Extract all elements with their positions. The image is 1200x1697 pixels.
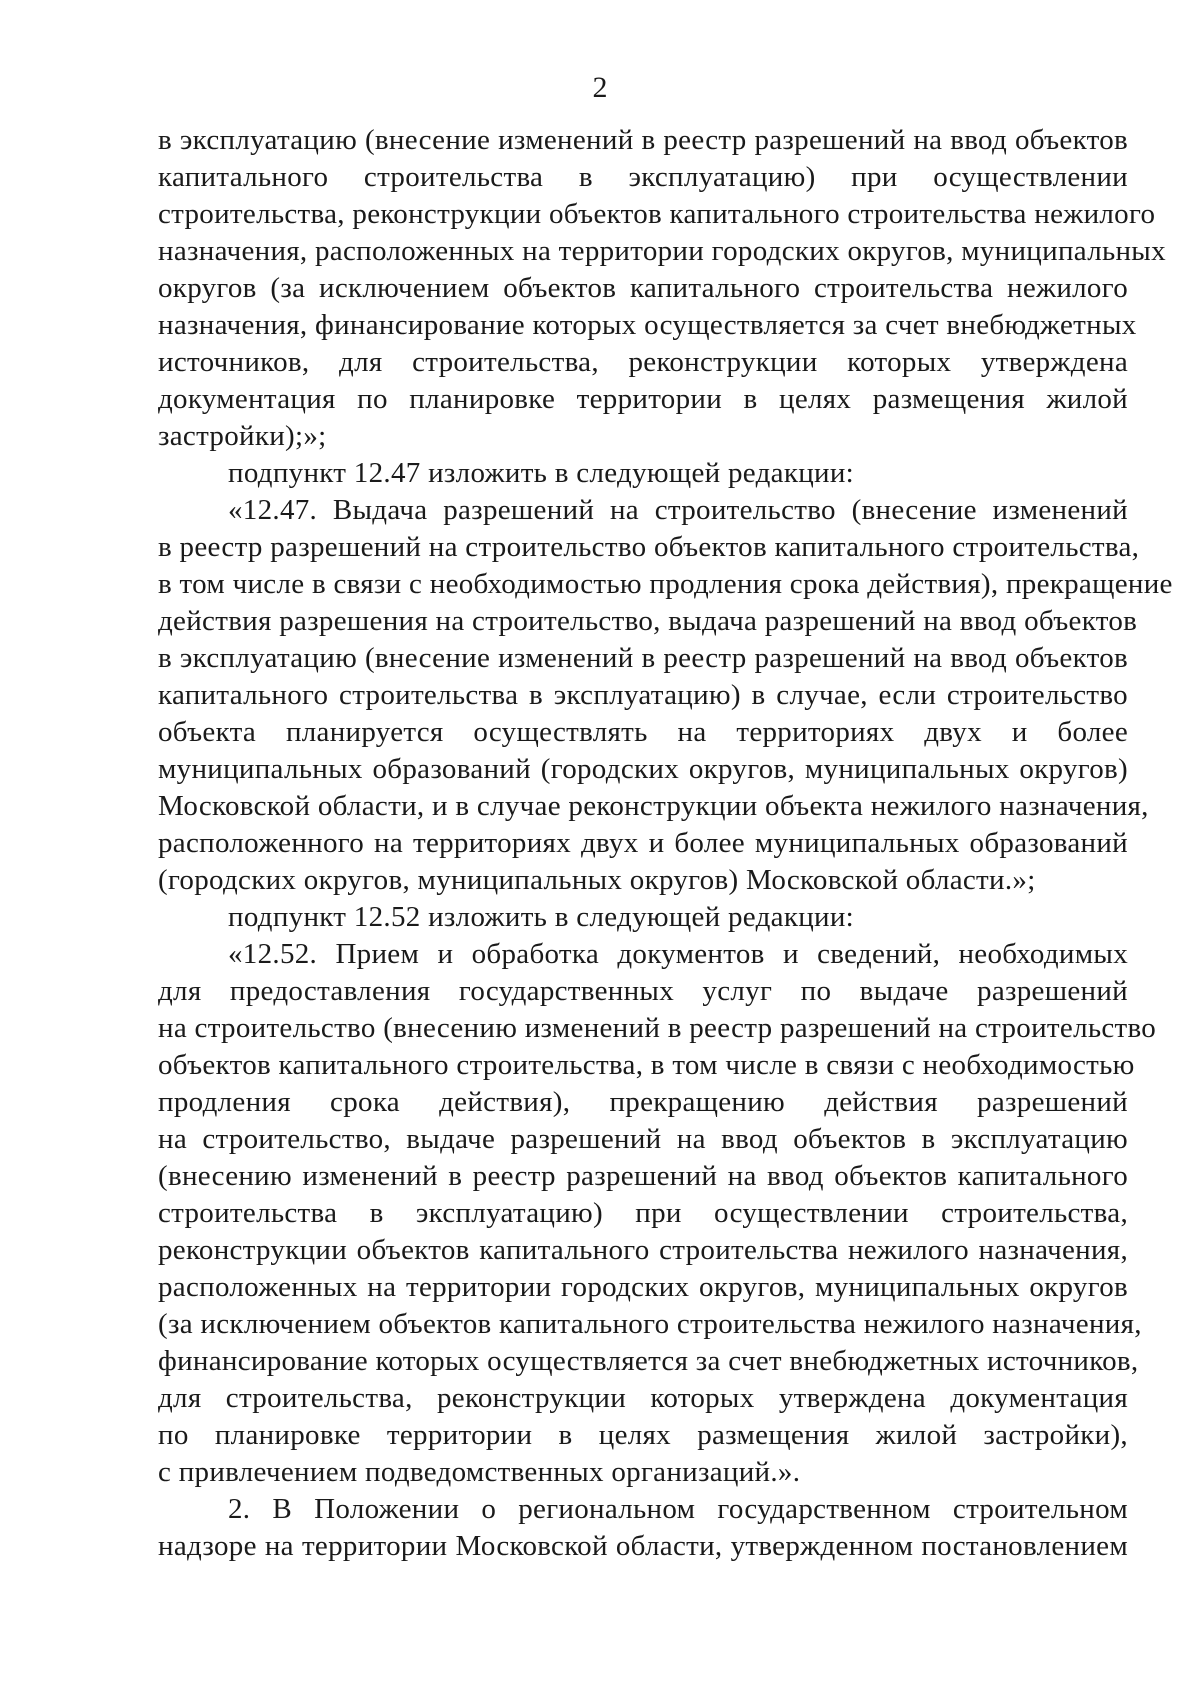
paragraph-point-2: [158, 1491, 1128, 1565]
text-line: в реестр разрешений на строительство объектов капитального строительства,: [158, 531, 1140, 563]
paragraph-subpoint-12-47: [158, 492, 1173, 899]
text-line: (внесению изменений в реестр разрешений на ввод объектов капитального: [158, 1160, 1128, 1192]
text-line: в эксплуатацию (внесение изменений в реестр разрешений на ввод объектов: [158, 124, 1128, 156]
text-line: подпункт 12.52 изложить в следующей редакции:: [228, 901, 855, 933]
text-line: капитального строительства в эксплуатацию) при осуществлении: [158, 161, 1128, 193]
text-line: застройки);»;: [158, 420, 327, 452]
text-line: расположенного на территориях двух и более муниципальных образований: [158, 827, 1128, 859]
paragraph-subpoint-12-52: [158, 936, 1157, 1491]
text-line: строительства, реконструкции объектов капитального строительства нежилого: [158, 198, 1156, 230]
text-line: надзоре на территории Московской области, утвержденном постановлением: [158, 1530, 1128, 1562]
text-line: 2. В Положении о региональном государственном строительном: [228, 1493, 1128, 1525]
text-line: Московской области, и в случае реконструкции объекта нежилого назначения,: [158, 790, 1149, 822]
text-line: назначения, финансирование которых осуществляется за счет внебюджетных: [158, 309, 1137, 341]
text-line: финансирование которых осуществляется за счет внебюджетных источников,: [158, 1345, 1139, 1377]
text-line: в эксплуатацию (внесение изменений в реестр разрешений на ввод объектов: [158, 642, 1128, 674]
text-line: продления срока действия), прекращению действия разрешений: [158, 1086, 1128, 1118]
text-line: в том числе в связи с необходимостью продления срока действия), прекращение: [158, 568, 1173, 600]
document-body: [158, 122, 1173, 1565]
text-line: источников, для строительства, реконструкции которых утверждена: [158, 346, 1128, 378]
page-number: 2: [592, 71, 608, 104]
text-line: «12.52. Прием и обработка документов и сведений, необходимых: [228, 938, 1128, 970]
text-line: подпункт 12.47 изложить в следующей редакции:: [228, 457, 855, 489]
text-line: реконструкции объектов капитального строительства нежилого назначения,: [158, 1234, 1128, 1266]
text-line: «12.47. Выдача разрешений на строительство (внесение изменений: [228, 494, 1128, 526]
text-line: капитального строительства в эксплуатацию) в случае, если строительство: [158, 679, 1128, 711]
text-line: действия разрешения на строительство, выдача разрешений на ввод объектов: [158, 605, 1138, 637]
paragraph-subpoint-12-52-intro: [158, 899, 1128, 936]
text-line: для строительства, реконструкции которых утверждена документация: [158, 1382, 1128, 1414]
text-line: муниципальных образований (городских округов, муниципальных округов): [158, 753, 1128, 785]
paragraph-continuation: [158, 122, 1166, 455]
text-line: (за исключением объектов капитального строительства нежилого назначения,: [158, 1308, 1142, 1340]
text-line: для предоставления государственных услуг по выдаче разрешений: [158, 975, 1128, 1007]
paragraph-subpoint-12-47-intro: [158, 455, 1128, 492]
text-line: на строительство (внесению изменений в реестр разрешений на строительство: [158, 1012, 1157, 1044]
text-line: по планировке территории в целях размещения жилой застройки),: [158, 1419, 1128, 1451]
text-line: строительства в эксплуатацию) при осуществлении строительства,: [158, 1197, 1128, 1229]
text-line: расположенных на территории городских округов, муниципальных округов: [158, 1271, 1128, 1303]
text-line: на строительство, выдаче разрешений на ввод объектов в эксплуатацию: [158, 1123, 1128, 1155]
text-line: документация по планировке территории в целях размещения жилой: [158, 383, 1128, 415]
text-line: округов (за исключением объектов капитального строительства нежилого: [158, 272, 1128, 304]
text-line: объектов капитального строительства, в том числе в связи с необходимостью: [158, 1049, 1135, 1081]
text-line: назначения, расположенных на территории городских округов, муниципальных: [158, 235, 1166, 267]
text-line: объекта планируется осуществлять на территориях двух и более: [158, 716, 1128, 748]
text-line: (городских округов, муниципальных округов) Московской области.»;: [158, 864, 1036, 896]
text-line: с привлечением подведомственных организаций.».: [158, 1456, 801, 1488]
